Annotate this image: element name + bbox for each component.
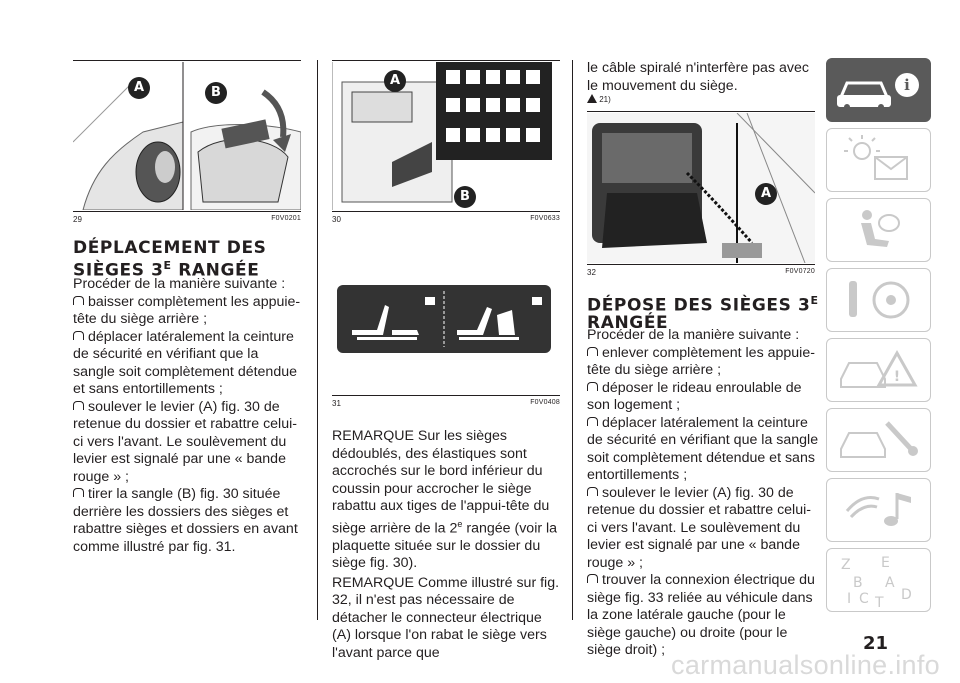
fig32-top-rule <box>587 111 815 112</box>
fig29-bottom-rule <box>73 211 301 212</box>
col3-continuation: le câble spiralé n'interfère pas avec le mouvement du siège. <box>587 60 809 94</box>
callout-b: B <box>205 82 227 104</box>
figure-31-drawing <box>337 285 551 353</box>
list-item: trouver la connexion électrique du siège fig. 33 reliée au véhicule dans la zone latérale gauche (pour le siège gauche) ou droite (pour le siège droit) ; <box>587 572 815 658</box>
tab-multimedia[interactable] <box>826 478 931 542</box>
column-divider <box>572 60 573 620</box>
figure-number: 32 <box>587 268 596 277</box>
figure-32-drawing <box>587 113 815 263</box>
figure-30-image <box>332 62 560 210</box>
steering-key-icon <box>827 269 930 331</box>
index-letter: D <box>901 587 912 603</box>
index-letters-icon <box>827 549 930 611</box>
intro-text: Procéder de la manière suivante : <box>73 276 286 292</box>
svg-text:i: i <box>904 76 910 94</box>
figure-32-caption <box>587 268 815 278</box>
figure-30-drawing <box>332 62 560 210</box>
fig29-top-rule <box>73 60 301 61</box>
index-letter: T <box>875 595 884 611</box>
heading-line2: SIÈGES 3 <box>73 260 164 281</box>
bullet-icon <box>73 401 84 410</box>
callout-a: A <box>755 183 777 205</box>
remark-2: REMARQUE Comme illustré sur fig. 32, il n'est pas nécessaire de détacher le connecteur électrique (A) lorsque l'on rabat le siège vers l'avant parce que <box>332 574 560 661</box>
heading-line2b: RANGÉE <box>171 260 260 281</box>
figure-31-caption <box>332 399 560 409</box>
figure-29-image <box>73 62 301 210</box>
warning-reference: 21) <box>587 94 647 106</box>
intro-text: Procéder de la manière suivante : <box>587 327 800 343</box>
warning-triangle-icon <box>587 94 597 103</box>
section-heading-depose: DÉPOSE DES SIÈGES $3^E$ RANGÉE <box>587 294 819 333</box>
list-item: tirer la sangle (B) fig. 30 située derrière les dossiers des sièges et rabattre sièges et dossiers en avant comme illustré par fig. 31. <box>73 486 298 555</box>
figure-29-drawing <box>73 62 301 210</box>
heading-line1: DÉPLACEMENT DES <box>73 238 267 258</box>
col3-body <box>587 327 819 660</box>
list-item: soulever le levier (A) fig. 30 de retenue du dossier et rabattre celui-ci vers l'avant. Le soulèvement du levier est signalé par une « bande rouge » ; <box>73 398 297 485</box>
callout-a: A <box>128 77 150 99</box>
figure-code: F0V0633 <box>530 215 560 222</box>
list-item: déplacer latéralement la ceinture de sécurité en vérifiant que la sangle soit complètement détendue et sans entortillements ; <box>73 328 297 397</box>
index-letter: E <box>881 555 890 571</box>
index-letter: I <box>847 591 852 607</box>
fig30-top-rule <box>332 60 560 61</box>
watermark: carmanualsonline.info <box>671 650 940 680</box>
bullet-icon <box>73 488 84 497</box>
bullet-icon <box>587 487 598 496</box>
tab-dashboard-lights[interactable] <box>826 128 931 192</box>
tab-car-info[interactable] <box>826 58 931 122</box>
list-item: baisser complètement les appuie-tête du siège arrière ; <box>73 293 301 327</box>
service-tools-icon <box>827 409 930 471</box>
figure-29-caption <box>73 215 301 225</box>
figure-code: F0V0201 <box>271 215 301 222</box>
page-number: 21 <box>862 633 888 654</box>
bullet-icon <box>73 331 84 340</box>
bullet-icon <box>587 417 598 426</box>
index-letter: Z <box>841 557 851 573</box>
col2-body <box>332 428 564 662</box>
tab-maintenance[interactable] <box>826 408 931 472</box>
fig30-bottom-rule <box>332 211 560 212</box>
figure-31-image <box>337 285 551 353</box>
tab-starting-driving[interactable] <box>826 268 931 332</box>
warning-triangle-car-icon <box>827 339 930 401</box>
fig31-bottom-rule <box>332 395 560 396</box>
list-item: enlever complètement les appuie-tête du siège arrière ; <box>587 344 815 378</box>
column-divider <box>317 60 318 620</box>
figure-30-caption <box>332 215 560 225</box>
bullet-icon <box>587 382 598 391</box>
list-item: déposer le rideau enroulable de son logement ; <box>587 379 802 413</box>
index-letter: B <box>853 575 863 591</box>
svg-text:!: ! <box>893 369 901 385</box>
heading-sup: E <box>163 259 172 272</box>
bullet-icon <box>587 574 598 583</box>
figure-number: 29 <box>73 215 82 224</box>
callout-a: A <box>384 70 406 92</box>
figure-number: 30 <box>332 215 341 224</box>
callout-b: B <box>454 186 476 208</box>
list-item: déplacer latéralement la ceinture de sécurité en vérifiant que la sangle soit complètement détendue et sans entortillements ; <box>587 414 819 483</box>
col1-body <box>73 276 303 556</box>
figure-code: F0V0408 <box>530 399 560 406</box>
fig32-bottom-rule <box>587 264 815 265</box>
remark-1: REMARQUE Sur les sièges dédoublés, des élastiques sont accrochés sur le bord inférieur du coussin pour accrocher le siège rabattu aux tiges de l'appui-tête du siège arrière de la 2e rangée (voir la plaquette située sur le dossier du siège fig. 30). <box>332 428 558 572</box>
figure-code: F0V0720 <box>785 268 815 275</box>
index-letter: A <box>885 575 895 591</box>
dashboard-lights-icon <box>827 129 930 191</box>
tab-emergency[interactable] <box>826 338 931 402</box>
car-info-icon <box>827 59 930 121</box>
bullet-icon <box>587 347 598 356</box>
figure-number: 31 <box>332 399 341 408</box>
tab-index[interactable] <box>826 548 931 612</box>
list-item: soulever le levier (A) fig. 30 de retenue du dossier et rabattre celui-ci vers l'avant. Le soulèvement du levier est signalé par une « bande rouge » ; <box>587 484 811 571</box>
bullet-icon <box>73 296 84 305</box>
index-letter: C <box>859 591 869 607</box>
media-music-icon <box>827 479 930 541</box>
airbag-seat-icon <box>827 199 930 261</box>
figure-32-image <box>587 113 815 263</box>
section-heading-deplacement <box>73 240 303 280</box>
tab-safety[interactable] <box>826 198 931 262</box>
